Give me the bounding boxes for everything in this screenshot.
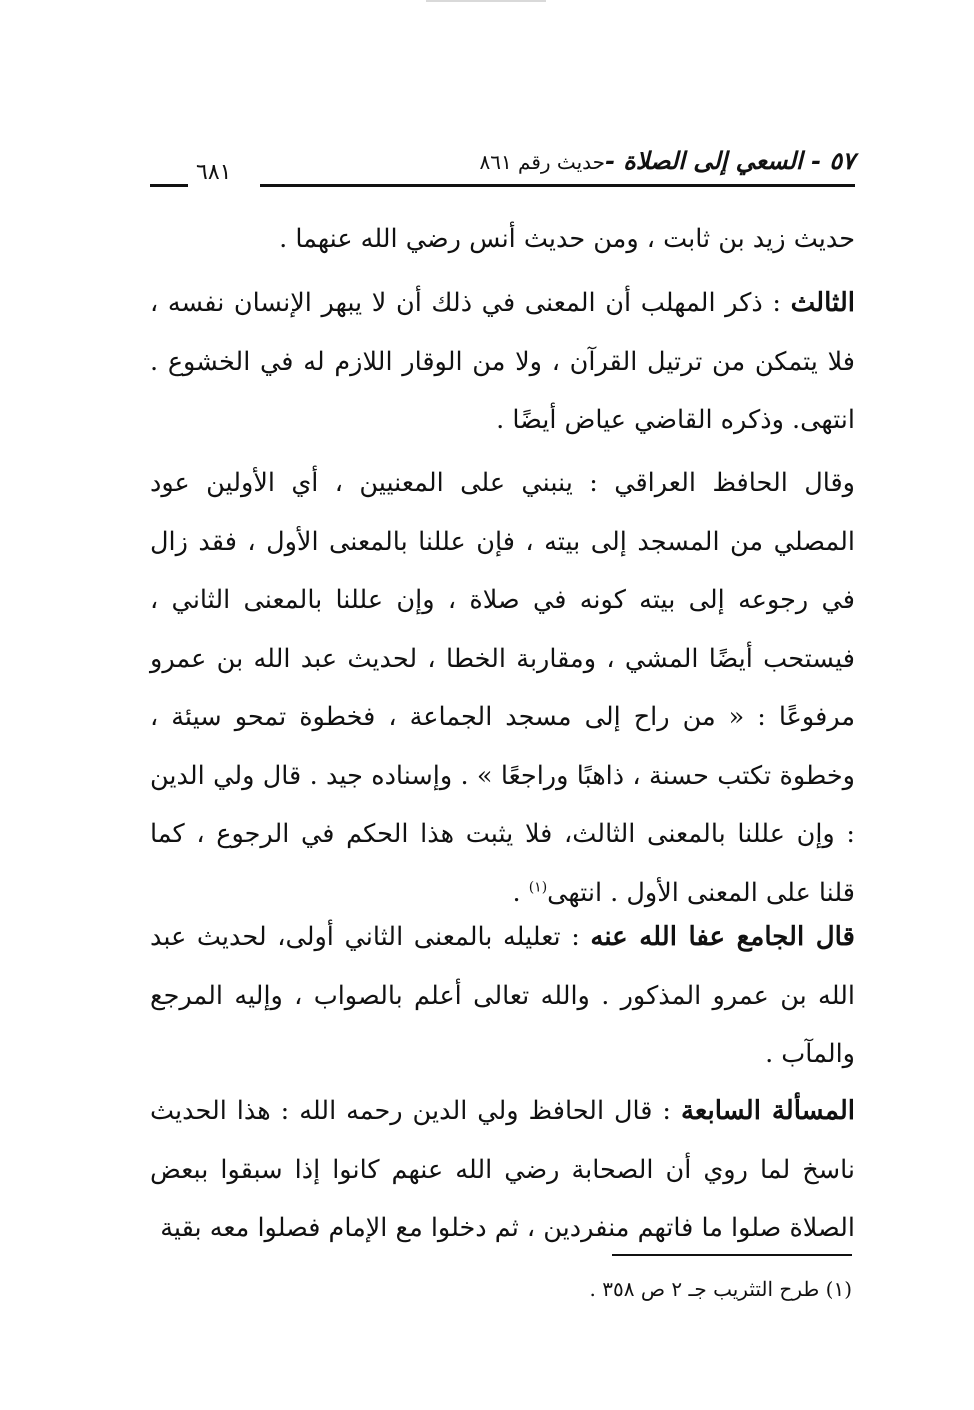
- paragraph-4: [150, 908, 855, 1084]
- paragraph-3: [150, 454, 855, 922]
- paragraph-3-end: .: [512, 877, 529, 908]
- chapter-title: ٥٧ - السعي إلى الصلاة -: [604, 146, 855, 175]
- header-rule-short: [150, 184, 188, 187]
- page-number: ٦٨١: [196, 160, 232, 185]
- paragraph-3-text: وقال الحافظ العراقي : ينبني على المعنيين ، أي الأولين عود المصلي من المسجد إلى بيته ، فإن عللنا بالمعنى الأول ، فقد زال في رجوعه إلى بيته كونه في صلاة ، وإن عللنا بالمعنى الثاني ، فيستحب أيضًا المشي ، ومقاربة الخطا ، لحديث عبد الله بن عمرو مرفوعًا : « من راح إلى مسجد الجماعة ، فخطوة تمحو سيئة ، وخطوة تكتب حسنة ، ذاهبًا وراجعًا » . وإسناده جيد . قال ولي الدين : وإن عللنا بالمعنى الثالث، فلا يثبت هذا الحكم في الرجوع ، كما قلنا على المعنى الأول . انتهى: [150, 468, 855, 908]
- paragraph-5-text: : قال الحافظ ولي الدين رحمه الله : هذا الحديث ناسخ لما روي أن الصحابة رضي الله عنهم كانوا إذا سبقوا ببعض الصلاة صلوا ما فاتهم منفردين ، ثم دخلوا مع الإمام فصلوا معه بقية: [150, 1096, 855, 1243]
- paragraph-4-text: : تعليله بالمعنى الثاني أولى، لحديث عبد الله بن عمرو المذكور . والله تعالى أعلم بالصواب ، وإليه المرجع والمآب .: [150, 922, 855, 1069]
- footnote-reference: (١): [528, 879, 548, 895]
- scan-edge-mark: [426, 0, 546, 2]
- footnote: (١) طرح التثريب جـ ٢ ص ٣٥٨ .: [589, 1277, 852, 1301]
- paragraph-4-lead: قال الجامع عفا الله عنه: [590, 922, 855, 952]
- paragraph-1: [150, 210, 855, 269]
- paragraph-2-lead: الثالث: [790, 288, 855, 318]
- paragraph-5: [150, 1082, 855, 1258]
- footnote-separator: [612, 1254, 852, 1256]
- paragraph-5-lead: المسألة السابعة: [680, 1096, 856, 1126]
- hadith-reference: حديث رقم ٨٦١: [479, 150, 605, 174]
- header-rule: [260, 184, 855, 187]
- paragraph-2: [150, 274, 855, 450]
- paragraph-2-text: : ذكر المهلب أن المعنى في ذلك أن لا يبهر الإنسان نفسه ، فلا يتمكن من ترتيل القرآن ، ولا من الوقار اللازم له في الخشوع . انتهى. وذكره القاضي عياض أيضًا .: [150, 288, 855, 435]
- running-header: [150, 146, 855, 196]
- paragraph-1-text: حديث زيد بن ثابت ، ومن حديث أنس رضي الله عنهما .: [279, 224, 855, 254]
